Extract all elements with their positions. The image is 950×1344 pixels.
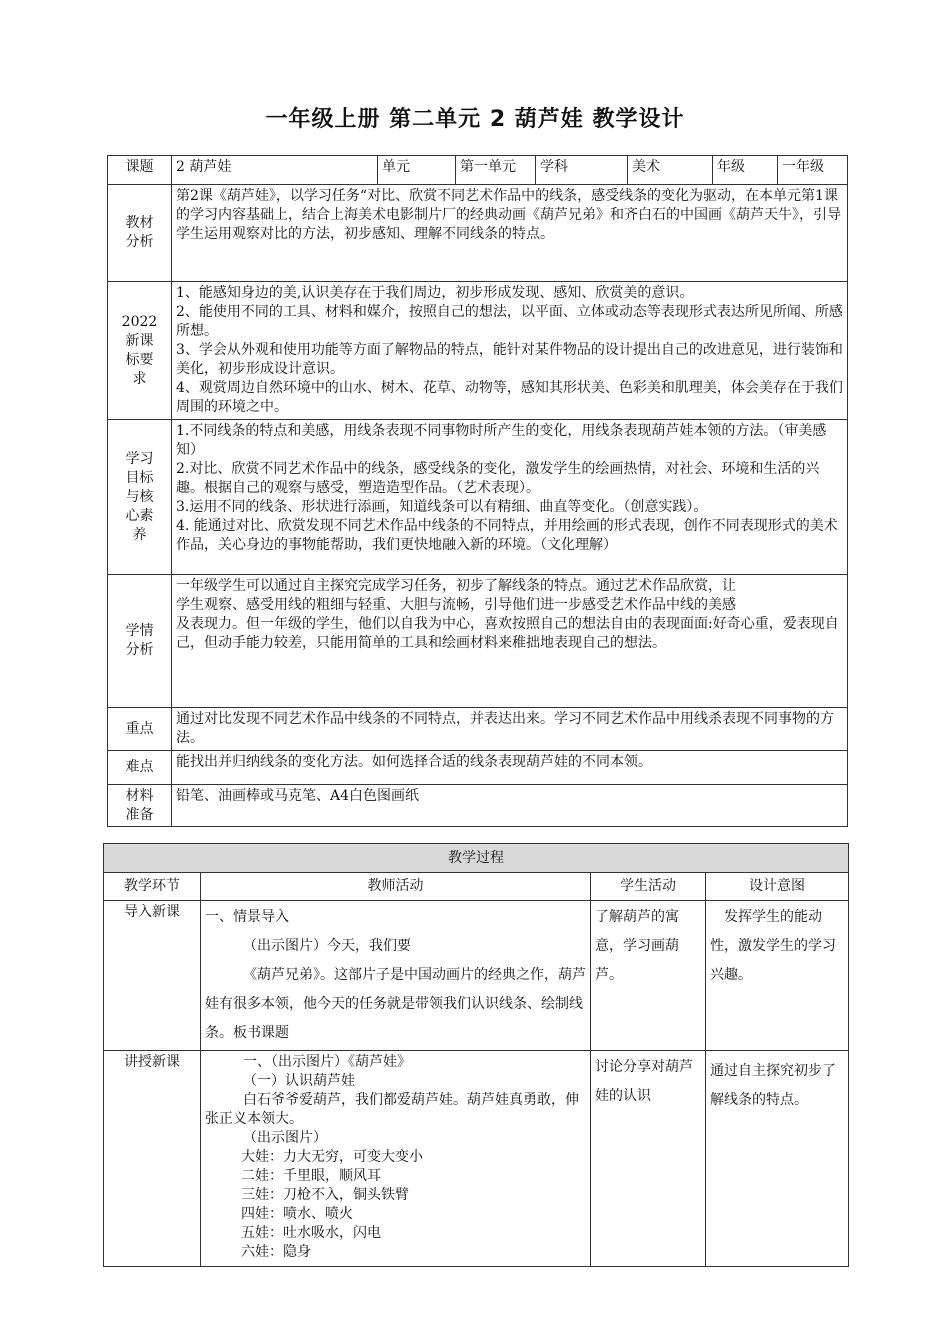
section-label: 难点 (108, 751, 172, 785)
process-row-intro (104, 901, 849, 1051)
header-stage: 教学环节 (104, 873, 201, 901)
process-row-new-lesson (104, 1051, 849, 1267)
section-row-key-points (108, 708, 848, 751)
header-student: 学生活动 (591, 873, 706, 901)
stage-cell: 导入新课 (104, 901, 201, 1051)
header-intent: 设计意图 (706, 873, 849, 901)
teacher-activity-cell: 一、（出示图片）《葫芦娃》 （一）认识葫芦娃 白石爷爷爱葫芦，我们都爱葫芦娃。葫芦娃真勇敢，伸张正义本领大。 （出示图片） 大娃：力大无穷，可变大变小 二娃：千里眼，顺风耳 三娃：刀枪不入，铜头铁臂 四娃：喷水、喷火 五娃：吐水吸水，闪电 六娃：隐身 (201, 1051, 591, 1267)
grade-label: 年级 (713, 156, 778, 185)
section-row-materials (108, 785, 848, 827)
process-title: 教学过程 (104, 844, 849, 873)
section-row-curriculum (108, 282, 848, 420)
unit-label: 单元 (378, 156, 456, 185)
page-title: 一年级上册 第二单元 2 葫芦娃 教学设计 (265, 107, 685, 132)
subject-value: 美术 (628, 156, 713, 185)
section-label: 学习 目标 与核 心素 养 (108, 420, 172, 575)
teacher-activity-cell: 一、情景导入 （出示图片）今天，我们要 《葫芦兄弟》。这部片子是中国动画片的经典之作，葫芦娃有很多本领，他今天的任务就是带领我们认识线条、绘制线条。板书课题 (201, 901, 591, 1051)
section-label: 学情 分析 (108, 575, 172, 708)
teaching-process-table (103, 843, 849, 1267)
section-label: 重点 (108, 708, 172, 751)
section-label: 2022 新课 标要 求 (108, 282, 172, 420)
section-content: 铅笔、油画棒或马克笔、A4白色图画纸 (172, 785, 848, 827)
student-activity-cell: 讨论分享对葫芦娃的认识 (591, 1051, 706, 1267)
design-intent-cell: 发挥学生的能动性，激发学生的学习兴趣。 (706, 901, 849, 1051)
section-row-objectives (108, 420, 848, 575)
process-title-row (104, 844, 849, 873)
process-header-row (104, 873, 849, 901)
course-value: 2 葫芦娃 (172, 156, 378, 185)
grade-value: 一年级 (778, 156, 848, 185)
section-row-textbook (108, 185, 848, 282)
unit-value: 第一单元 (456, 156, 536, 185)
section-row-learner-analysis (108, 575, 848, 708)
section-content: 通过对比发现不同艺术作品中线条的不同特点，并表达出来。学习不同艺术作品中用线杀表现不同事物的方法。 (172, 708, 848, 751)
course-label: 课题 (108, 156, 172, 185)
info-header-row (108, 156, 848, 185)
section-label: 材料 准备 (108, 785, 172, 827)
section-content: 第2课《葫芦娃》，以学习任务“对比、欣赏不同艺术作品中的线条，感受线条的变化为驱动，在本单元第1课的学习内容基础上，结合上海美术电影制片厂的经典动画《葫芦兄弟》和齐白石的中国画《葫芦天牛》，引导学生运用观察对比的方法，初步感知、理解不同线条的特点。 (172, 185, 848, 282)
section-content: 能找出并归纳线条的变化方法。如何选择合适的线条表现葫芦娃的不同本领。 (172, 751, 848, 785)
section-content: 一年级学生可以通过自主探究完成学习任务，初步了解线条的特点。通过艺术作品欣赏，让 学生观察、感受用线的粗细与轻重、大胆与流畅，引导他们进一步感受艺术作品中线的美感 及表现力。但一年级的学生，他们以自我为中心，喜欢按照自己的想法自由的表现面面:好奇心重，爱表现自己，但动手能力较差，只能用简单的工具和绘画材料来稚拙地表现自己的想法。 (172, 575, 848, 708)
stage-cell: 讲授新课 (104, 1051, 201, 1267)
section-content: 1、能感知身边的美,认识美存在于我们周边，初步形成发现、感知、欣赏美的意识。 2、能使用不同的工具、材料和媒介，按照自己的想法，以平面、立体或动态等表现形式表达所见所闻、所感所想。 3、学会从外观和使用功能等方面了解物品的特点，能针对某件物品的设计提出自己的改进意见，进行装饰和美化，初步形成设计意识。 4、观赏周边自然环境中的山水、树木、花草、动物等，感知其形状美、色彩美和肌理美，体会美存在于我们周围的环境之中。 (172, 282, 848, 420)
section-row-difficulties (108, 751, 848, 785)
student-activity-cell: 了解葫芦的寓意，学习画葫芦。 (591, 901, 706, 1051)
header-teacher: 教师活动 (201, 873, 591, 901)
section-label: 教材 分析 (108, 185, 172, 282)
section-content: 1.不同线条的特点和美感，用线条表现不同事物时所产生的变化，用线条表现葫芦娃本领的方法。（审美感知） 2.对比、欣赏不同艺术作品中的线条，感受线条的变化，激发学生的绘画热情，对社会、环境和生活的兴趣。根据自己的观察与感受，塑造造型作品。（艺术表现）。 3.运用不同的线条、形状进行添画，知道线条可以有精细、曲直等变化。（创意实践）。 4. 能通过对比、欣赏发现不同艺术作品中线条的不同特点，并用绘画的形式表现，创作不同表现形式的美术作品，关心身边的事物能帮助，我们更快地融入新的环境。（文化理解） (172, 420, 848, 575)
design-intent-cell: 通过自主探究初步了解线条的特点。 (706, 1051, 849, 1267)
subject-label: 学科 (536, 156, 628, 185)
lesson-info-table (107, 155, 848, 827)
